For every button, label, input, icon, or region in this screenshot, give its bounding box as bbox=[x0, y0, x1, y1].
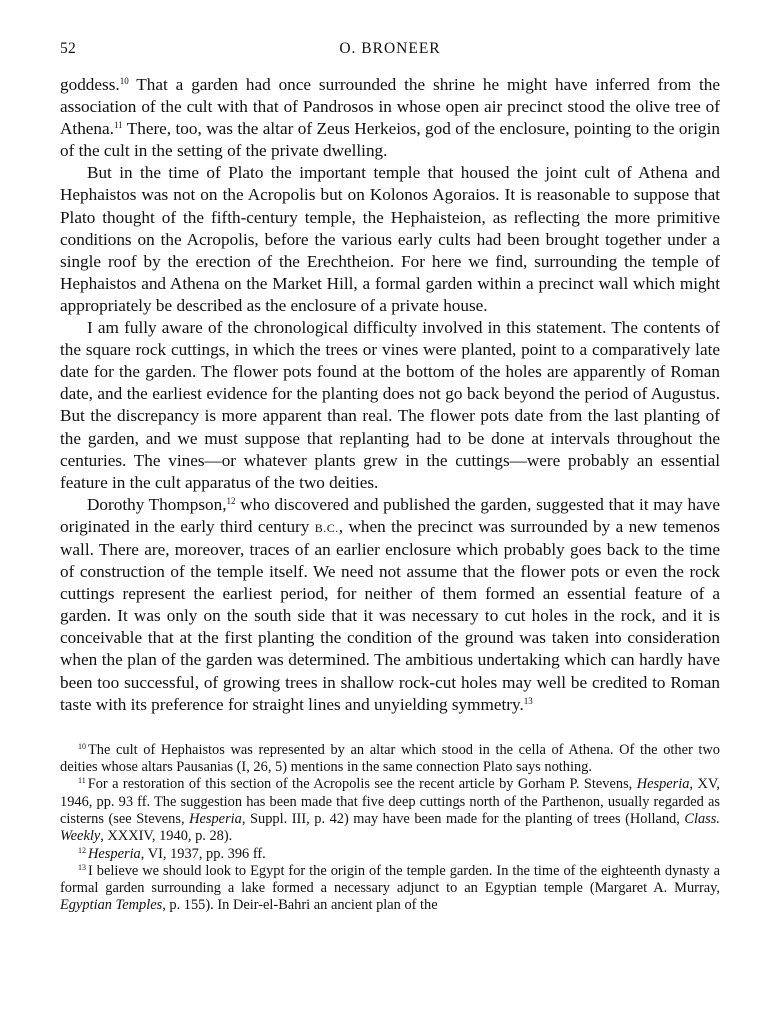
text-run: , XXXIV, 1940, p. 28). bbox=[100, 828, 233, 845]
note-reference: 12 bbox=[78, 845, 86, 855]
text-run: , when the precinct was surrounded by a new temenos wall. There are, moreover, traces of an earlier enclosure which probably goes back to the time of construction of the temple itself. We need not assume that the flower pots or even the rock cuttings represent the earliest period, for neither of them formed an essential feature of a garden. It was only on the south side that it was necessary to cut holes in the rock, and it is conceivable that at the first planting the condition of the ground was taken into consideration when the plan of the garden was determined. The ambitious undertaking which can hardly have been too successful, of growing trees in shallow rock-cut holes may well be credited to Roman taste with its preference for straight lines and unyielding symmetry. bbox=[60, 516, 720, 714]
text-run: I am fully aware of the chronological difficulty involved in this statement. The contents of the square rock cuttings, in which the trees or vines were planted, point to a comparatively late date for the garden. The flower pots found at the bottom of the holes are apparently of Roman date, and the earliest evidence for the planting does not go back beyond the period of Augustus. But the discrepancy is more apparent than real. The flower pots date from the last planting of the garden, and we must suppose that replanting had to be done at intervals throughout the centuries. The vines—or whatever plants grew in the cuttings—were probably an essential feature in the cult apparatus of the two deities. bbox=[60, 318, 720, 492]
body-paragraph bbox=[60, 494, 720, 716]
note-reference: 10 bbox=[78, 741, 86, 751]
note-reference: 10 bbox=[119, 76, 129, 86]
note-reference: 13 bbox=[523, 695, 533, 706]
footnote bbox=[60, 742, 720, 777]
text-run: There, too, was the altar of Zeus Herkeios, god of the enclosure, pointing to the origin of the cult in the setting of the private dwelling. bbox=[60, 119, 720, 161]
note-reference: 11 bbox=[78, 776, 86, 786]
italic-text: Hesperia bbox=[636, 776, 690, 793]
text-run: , Suppl. III, p. 42) may have been made for the planting of trees (Holland, bbox=[241, 810, 685, 827]
text-run: , p. 155). In Deir-el-Bahri an ancient plan of the bbox=[162, 897, 438, 914]
text-run: goddess. bbox=[60, 75, 120, 94]
text-run: , VI, 1937, pp. 396 ff. bbox=[140, 845, 266, 862]
body-paragraph bbox=[60, 74, 720, 162]
footnotes bbox=[60, 742, 720, 915]
text-run: I believe we should look to Egypt for the origin of the temple garden. In the time of the eighteenth dynasty a formal garden surrounding a lake formed a necessary adjunct to an Egyptian temple (Margaret A. Murray, bbox=[60, 862, 720, 897]
page-number: 52 bbox=[60, 40, 77, 57]
note-reference: 11 bbox=[113, 120, 123, 131]
running-head-author: O. BRONEER bbox=[339, 40, 441, 57]
text-run: The cult of Hephaistos was represented by an altar which stood in the cella of Athena. Of the other two deities whose altars Pausanias (I, 26, 5) mentions in the same connection Plato says nothing. bbox=[60, 741, 720, 776]
footnote bbox=[60, 846, 720, 863]
text-run: But in the time of Plato the important temple that housed the joint cult of Athena and Hephaistos was not on the Acropolis but on Kolonos Agoraios. It is reasonable to suppose that Plato thought of the fifth-century temple, the Hephaisteion, as reflecting the more primitive conditions on the Acropolis, before the various early cults had been brought together under a single roof by the erection of the Erechtheion. For here we find, surrounding the temple of Hephaistos and Athena on the Market Hill, a formal garden within a precinct wall which might appropriately be described as the enclosure of a private house. bbox=[60, 163, 720, 315]
text-run: That a garden had once surrounded the shrine he might have inferred from the association of the cult with that of Pandrosos in whose open air precinct stood the olive tree of Athena. bbox=[60, 75, 720, 139]
running-head bbox=[60, 40, 720, 70]
text-run: who discovered and published the garden, suggested that it may have originated in the early third century bbox=[60, 494, 720, 536]
footnote bbox=[60, 863, 720, 915]
text-run: For a restoration of this section of the Acropolis see the recent article by Gorham P. Stevens, bbox=[87, 776, 637, 793]
italic-text: Egyptian Temples bbox=[60, 897, 163, 914]
footnote bbox=[60, 776, 720, 845]
page bbox=[60, 0, 720, 915]
note-reference: 13 bbox=[78, 862, 86, 872]
italic-text: Hesperia bbox=[88, 845, 141, 862]
small-caps-text: B.C. bbox=[314, 520, 339, 535]
text-run: Dorothy Thompson, bbox=[87, 494, 227, 514]
italic-text: Class. Weekly bbox=[60, 810, 720, 845]
text-run: , XV, 1946, pp. 93 ff. The suggestion has been made that five deep cuttings north of the Parthenon, usually regarded as cisterns (see Stevens, bbox=[60, 776, 720, 827]
body-paragraph bbox=[60, 317, 720, 494]
italic-text: Hesperia bbox=[189, 810, 242, 827]
body-paragraph bbox=[60, 162, 720, 317]
note-reference: 12 bbox=[226, 495, 236, 506]
body-text bbox=[60, 74, 720, 716]
